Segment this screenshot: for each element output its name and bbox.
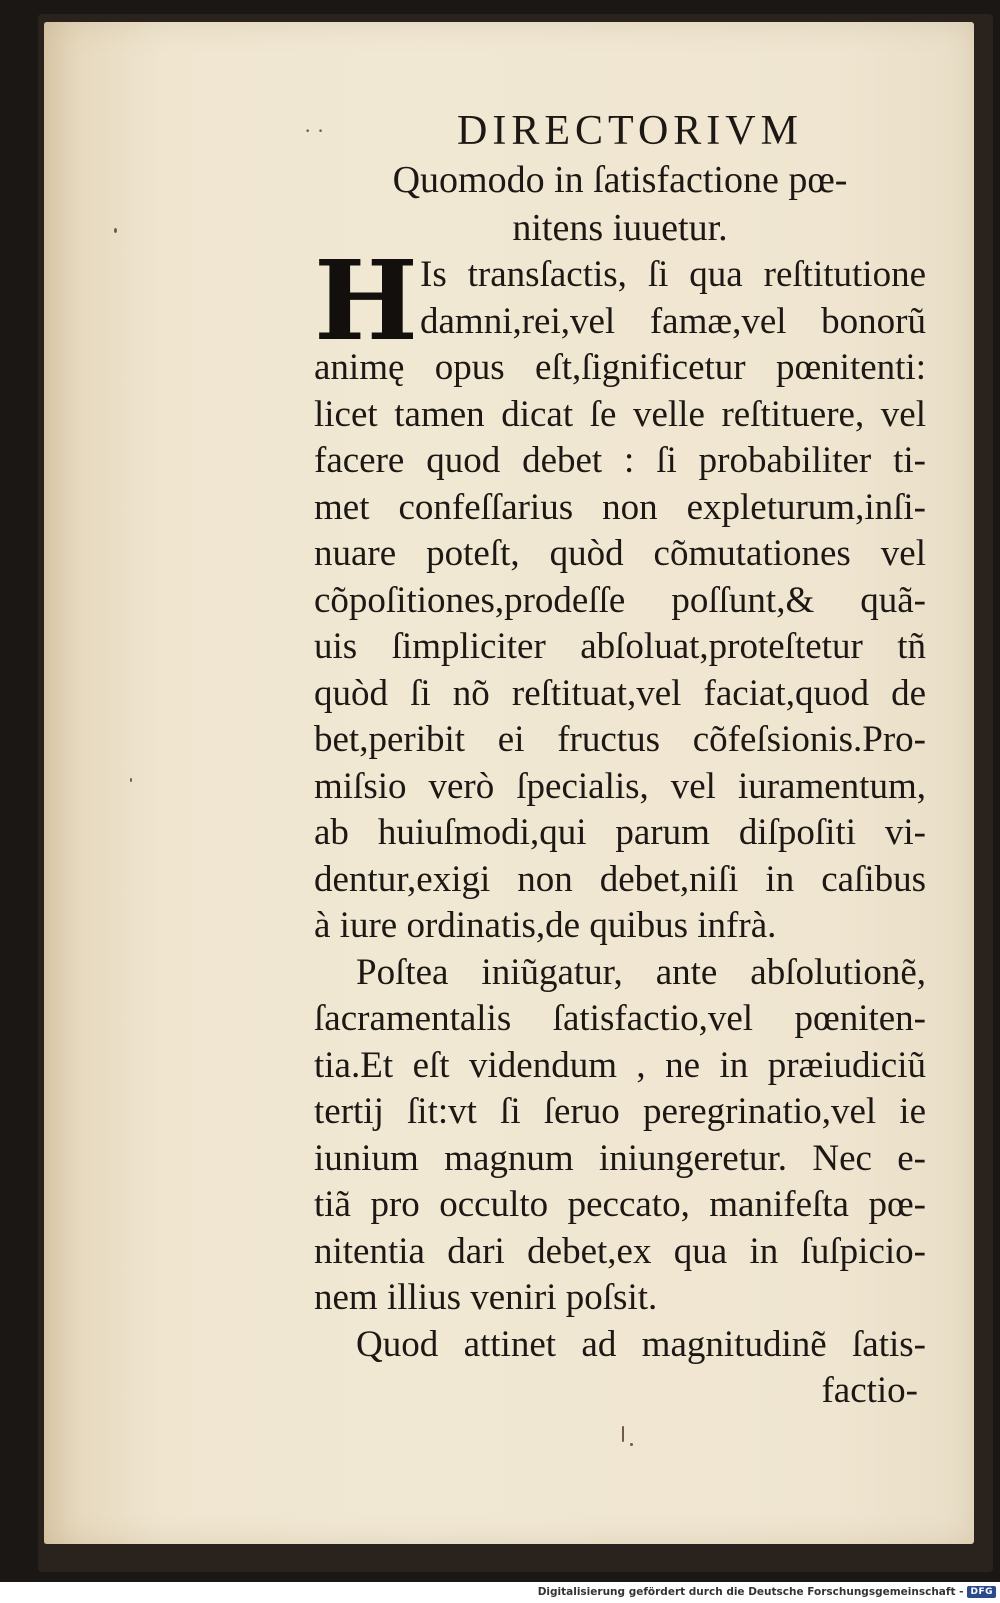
text-line: ſacramentalis ſatisfactio,vel pœniten-	[314, 998, 926, 1039]
running-head: DIRECTORIVM	[457, 108, 803, 154]
catchword: factio-	[821, 1370, 918, 1411]
chapter-title-line: nitens iuuetur.	[512, 207, 728, 249]
text-line: damni,rei,vel famæ,vel bonorũ	[420, 300, 926, 342]
text-line: uis ſimpliciter abſoluat,proteſtetur tñ	[314, 626, 926, 667]
text-line: licet tamen dicat ſe velle reſtituere, vel	[314, 393, 926, 435]
text-line: Quod attinet ad magnitudinẽ ſatis-	[356, 1323, 926, 1365]
text-line: animę opus eſt,ſignificetur pœnitenti:	[314, 347, 926, 388]
drop-cap: H	[314, 236, 418, 365]
text-line: bet,peribit ei fructus cõfeſsionis.Pro-	[314, 719, 926, 760]
running-head-ornament: · ·	[304, 118, 325, 143]
paragraph-1	[314, 345, 926, 950]
text-block	[304, 106, 926, 1414]
text-line: Is transſactis, ſi qua reſtitutione	[420, 254, 926, 295]
text-line: Poſtea iniũgatur, ante abſolutionẽ,	[356, 951, 926, 993]
credit-text: Digitalisierung gefördert durch die Deutsche Forschungsgemeinschaft -	[537, 1586, 964, 1598]
text-line: dentur,exigi non debet,niſi in caſibus	[314, 858, 926, 900]
text-line: à iure ordinatis,de quibus infrà.	[314, 905, 777, 946]
page-gutter-shading	[44, 22, 164, 1544]
book-page	[44, 22, 974, 1544]
text-line: nitentia dari debet,ex qua in ſuſpicio-	[314, 1230, 926, 1272]
opening-paragraph	[314, 236, 926, 365]
text-line: met confeſſarius non expleturum,inſi-	[314, 486, 926, 528]
paper-speck	[130, 778, 132, 782]
paper-speck	[622, 1426, 624, 1442]
text-line: nem illius veniri poſsit.	[314, 1277, 658, 1318]
paper-speck	[630, 1443, 633, 1446]
paragraph-3	[314, 1322, 926, 1369]
digitization-credit	[538, 1584, 996, 1600]
paper-speck	[114, 228, 117, 233]
text-line: tiã pro occulto peccato, manifeſta pœ-	[314, 1184, 926, 1225]
text-line: quòd ſi nõ reſtituat,vel faciat,quod de	[314, 672, 926, 714]
text-line: cõpoſitiones,prodeſſe poſſunt,& quã-	[314, 579, 926, 621]
text-line: ab huiuſmodi,qui parum diſpoſiti vi-	[314, 812, 926, 853]
dfg-logo: DFG	[967, 1586, 996, 1598]
text-line: tertij ſit:vt ſi ſeruo peregrinatio,vel ie	[314, 1091, 926, 1132]
chapter-title-line: Quomodo in ſatisfactione pœ-	[392, 159, 848, 201]
text-line: tia.Et eſt videndum , ne in præiudiciũ	[314, 1044, 926, 1086]
text-line: miſsio verò ſpecialis, vel iuramentum,	[314, 765, 926, 807]
text-line: iunium magnum iniungeretur. Nec e-	[314, 1137, 926, 1179]
text-line: nuare poteſt, quòd cõmutationes vel	[314, 533, 926, 574]
text-line: facere quod debet : ſi probabiliter ti-	[314, 440, 926, 481]
paragraph-2	[314, 950, 926, 1322]
